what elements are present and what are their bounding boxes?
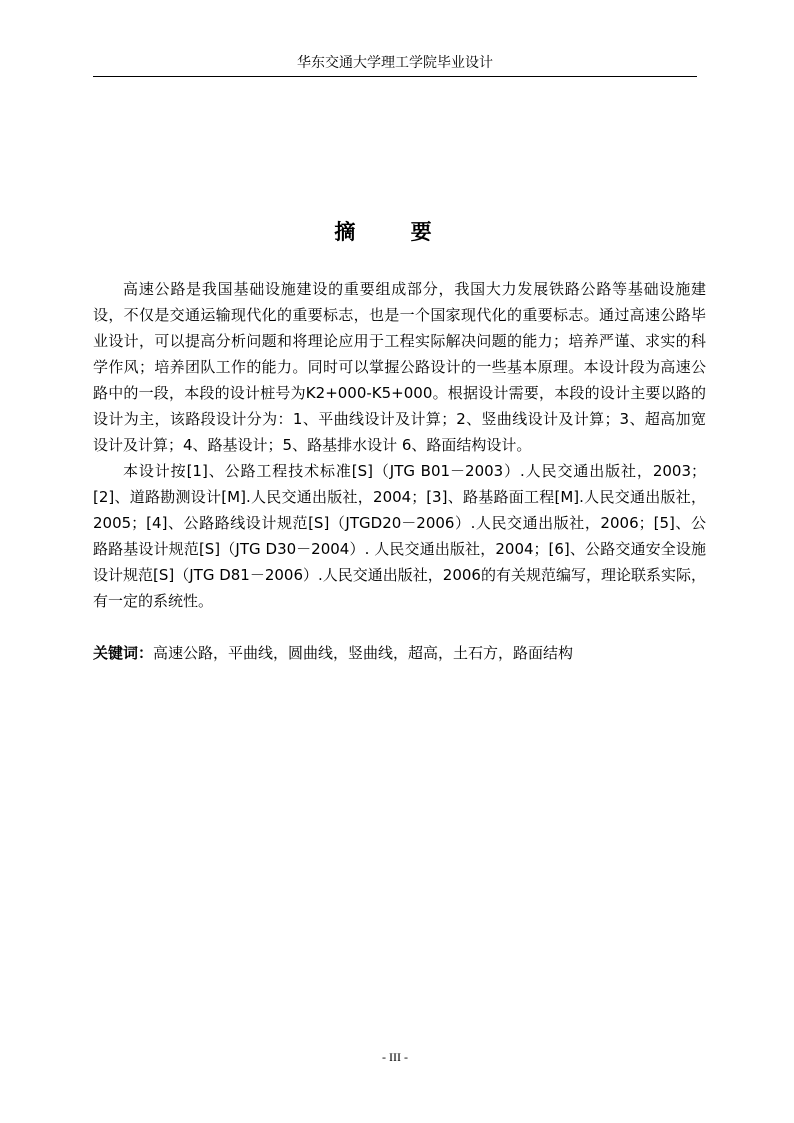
abstract-heading: 摘 要	[334, 220, 456, 244]
abstract-body	[93, 276, 706, 614]
keywords-label: 关键词：	[93, 644, 154, 662]
keywords-line	[93, 640, 706, 666]
abstract-paragraph-1: 高速公路是我国基础设施建设的重要组成部分，我国大力发展铁路公路等基础设施建设，不仅是交通运输现代化的重要标志，也是一个国家现代化的重要标志。通过高速公路毕业设计，可以提高分析问题和将理论应用于工程实际解决问题的能力；培养严谨、求实的科学作风；培养团队工作的能力。同时可以掌握公路设计的一些基本原理。本设计段为高速公路中的一段，本段的设计桩号为K2+000-K5+000。根据设计需要，本段的设计主要以路的设计为主，该路段设计分为：1、平曲线设计及计算；2、竖曲线设计及计算；3、超高加宽设计及计算；4、路基设计；5、路基排水设计 6、路面结构设计。	[93, 280, 706, 454]
abstract-paragraph-2: 本设计按[1]、公路工程技术标准[S]（JTG B01－2003）.人民交通出版社，2003；[2]、道路勘测设计[M].人民交通出版社，2004；[3]、路基路面工程[M].人民交通出版社，2005；[4]、公路路线设计规范[S]（JTGD20－2006）.人民交通出版社，2006；[5]、公路路基设计规范[S]（JTG D30－2004）. 人民交通出版社，2004；[6]、公路交通安全设施设计规范[S]（JTG D81－2006）.人民交通出版社，2006的有关规范编写，理论联系实际，有一定的系统性。	[93, 462, 706, 610]
keywords-text: 高速公路，平曲线，圆曲线，竖曲线，超高，土石方，路面结构	[153, 644, 574, 662]
header-divider	[93, 76, 697, 77]
page-header: 华东交通大学理工学院毕业设计	[297, 55, 493, 71]
page-number: - III -	[382, 1050, 408, 1064]
